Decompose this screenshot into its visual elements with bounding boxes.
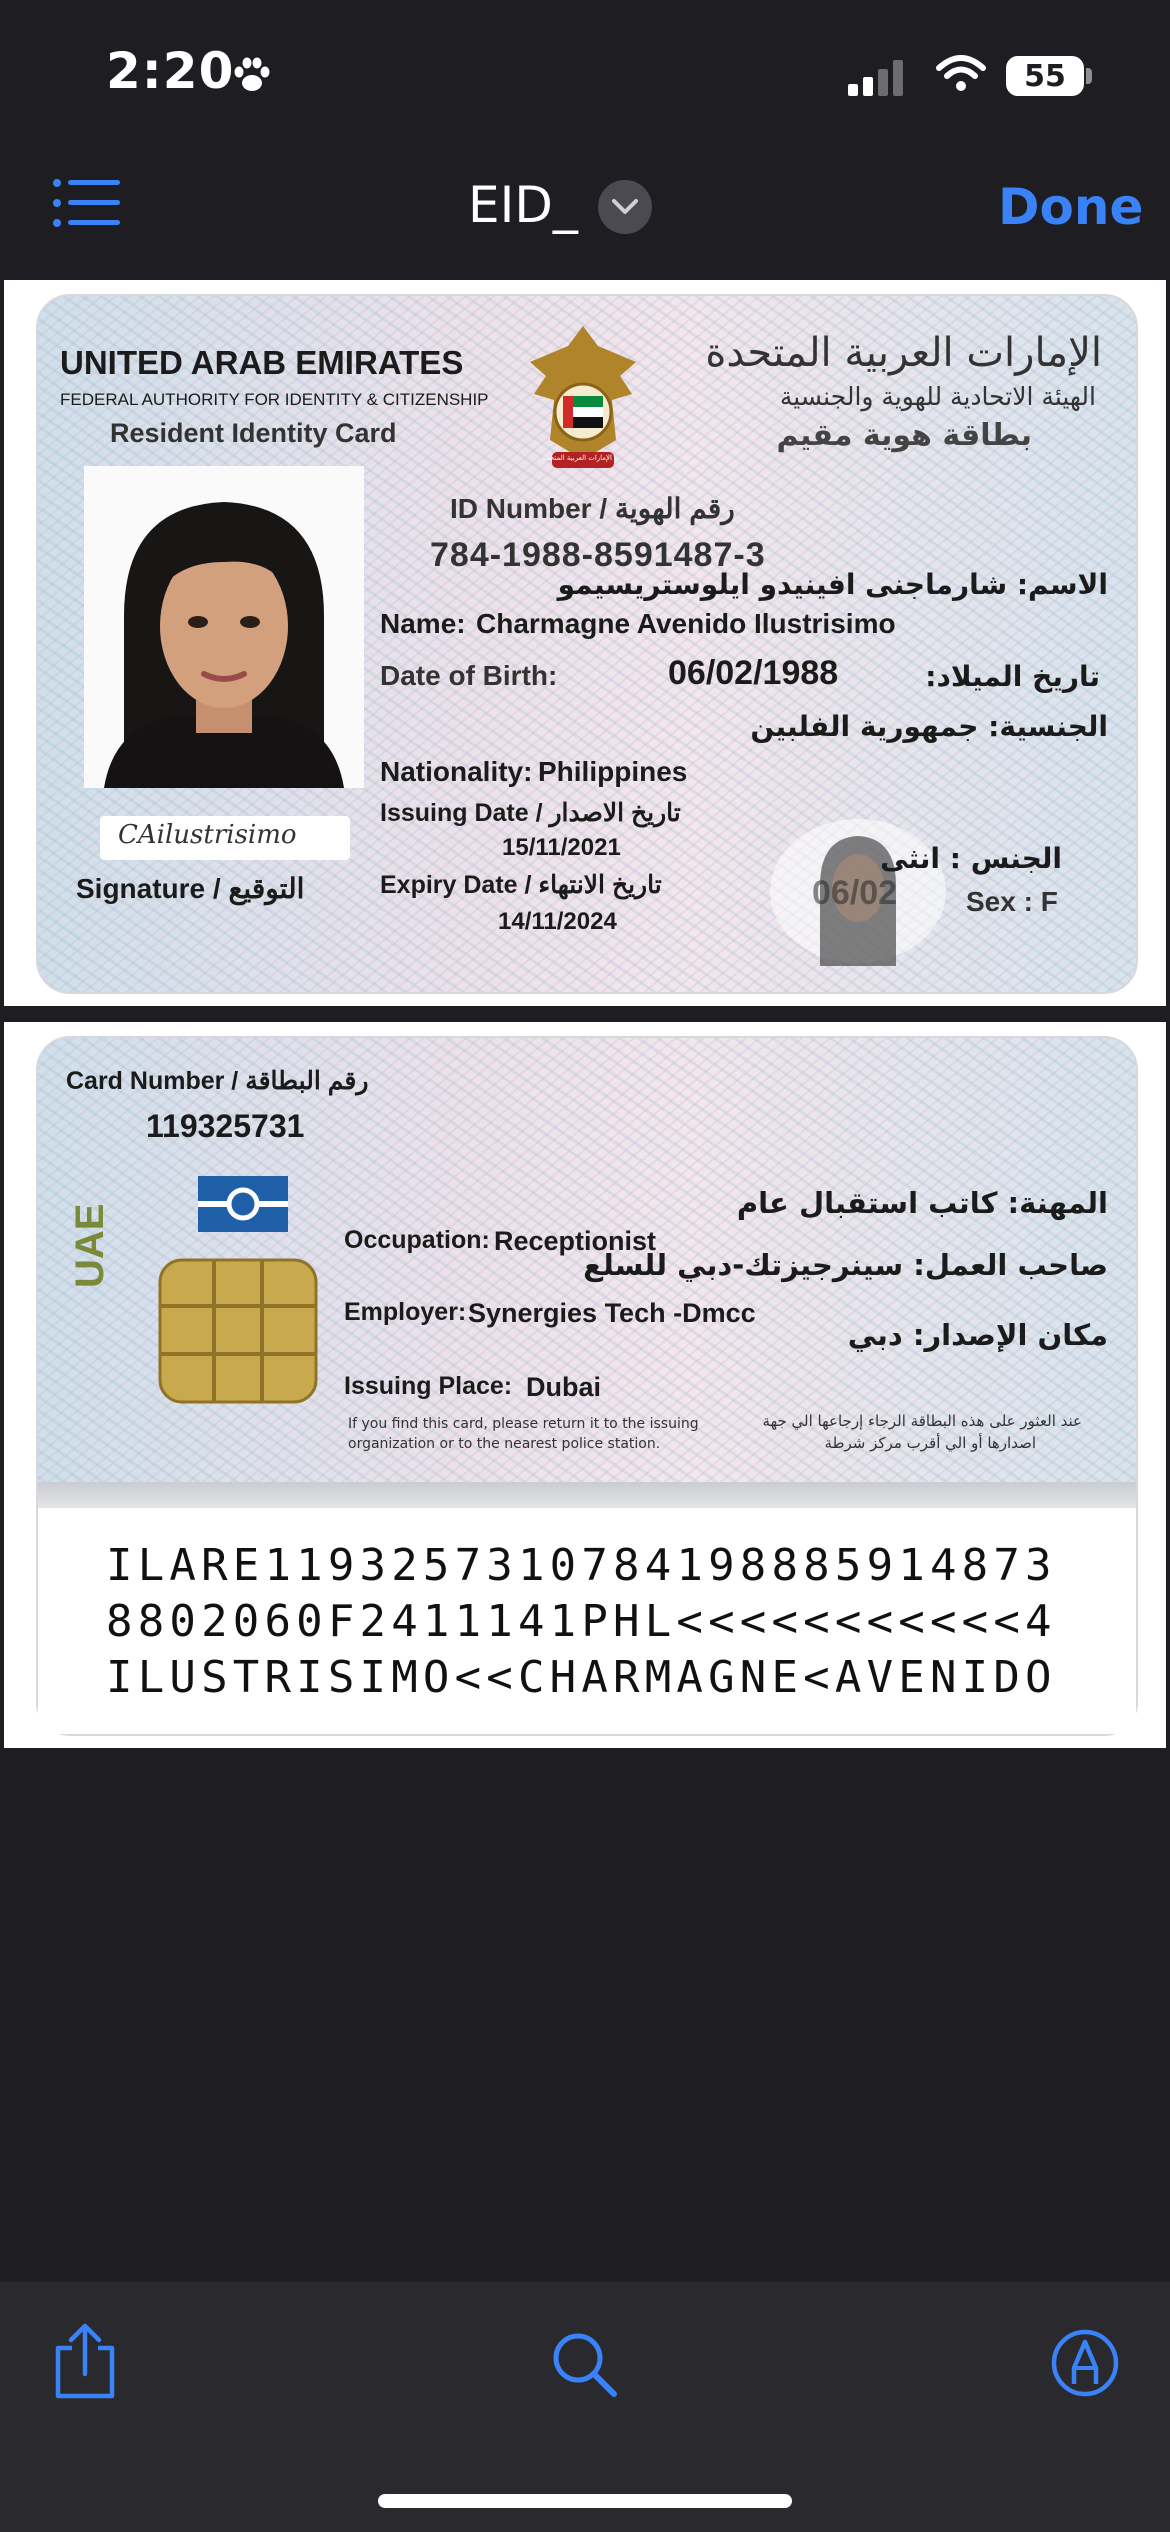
- document-title[interactable]: EID_: [468, 176, 578, 234]
- ghost-photo: [768, 816, 948, 966]
- name-ar: الاسم: شارماجنى افينيدو ايلوستريسيمو: [557, 568, 1108, 601]
- cellular-signal-icon: [848, 60, 908, 96]
- occupation-value: Receptionist: [494, 1226, 657, 1256]
- employer-ar: صاحب العمل: سينرجيزتك-دبي للسلع: [583, 1248, 1108, 1282]
- holder-photo: [84, 466, 364, 788]
- card-type-ar: بطاقة هوية مقيم: [776, 418, 1032, 453]
- card-number-label: Card Number / رقم البطاقة: [66, 1067, 369, 1095]
- country-ar: الإمارات العربية المتحدة: [705, 330, 1102, 376]
- ghost-date: 06/02: [812, 874, 898, 912]
- authority-en: FEDERAL AUTHORITY FOR IDENTITY & CITIZENSHIP: [60, 390, 489, 409]
- mrz-line-2: 8802060F2411141PHL<<<<<<<<<<<4: [106, 1596, 1057, 1647]
- signature-box: [100, 816, 350, 860]
- signature-label: Signature / التوقيع: [76, 873, 305, 904]
- markup-icon[interactable]: [1050, 2328, 1120, 2398]
- dob-value: 06/02/1988: [668, 654, 839, 692]
- notice-en-line-1: If you find this card, please return it to the issuing: [348, 1416, 699, 1432]
- signature-text: CAilustrisimo: [118, 820, 297, 850]
- mrz-zone: [38, 1508, 1136, 1734]
- name-label: Name:: [380, 608, 466, 639]
- country-en: UNITED ARAB EMIRATES: [60, 344, 464, 381]
- dob-label-ar: تاريخ الميلاد:: [925, 660, 1100, 693]
- nationality-label: Nationality:: [380, 756, 533, 787]
- employer-value: Synergies Tech -Dmcc: [468, 1298, 756, 1328]
- id-card-back: [36, 1036, 1138, 1736]
- sex-ar: الجنس : انثى: [880, 842, 1062, 875]
- employer-label: Employer:: [344, 1298, 467, 1326]
- issuing-date-value: 15/11/2021: [502, 834, 621, 861]
- chevron-down-icon[interactable]: [598, 180, 652, 234]
- notice-ar-line-2: اصدارها أو الي أقرب مركز شرطة: [824, 1434, 1036, 1452]
- paw-icon: [232, 56, 272, 94]
- home-indicator: [378, 2494, 792, 2508]
- id-number: 784-1988-8591487-3: [430, 536, 766, 574]
- uae-side-text: UAE: [68, 1203, 112, 1288]
- document-page-1: [4, 280, 1166, 1006]
- share-icon[interactable]: [50, 2322, 120, 2400]
- mrz-line-3: ILUSTRISIMO<<CHARMAGNE<AVENIDO: [106, 1652, 1057, 1703]
- issuing-place-ar: مكان الإصدار: دبي: [847, 1318, 1108, 1352]
- list-icon[interactable]: [52, 178, 122, 228]
- card-number: 119325731: [146, 1108, 305, 1144]
- smart-chip-icon: [158, 1258, 318, 1404]
- search-icon[interactable]: [550, 2330, 620, 2400]
- uae-emblem: [516, 320, 650, 480]
- issuing-date-label: Issuing Date / تاريخ الاصدار: [380, 799, 681, 827]
- document-page-2: [4, 1022, 1166, 1748]
- wifi-icon: [935, 54, 987, 94]
- emblem-caption: الإمارات العربية المتحدة: [542, 454, 612, 462]
- notice-ar-line-1: عند العثور على هذه البطاقة الرجاء إرجاعها الي جهة: [762, 1412, 1082, 1430]
- mrz-divider: [38, 1482, 1136, 1508]
- issuing-place-label: Issuing Place:: [344, 1372, 513, 1400]
- mrz-line-1: ILARE1193257310784198885914873: [106, 1540, 1057, 1591]
- battery-icon: [1006, 56, 1084, 96]
- issuing-place-value: Dubai: [526, 1372, 602, 1402]
- notice-en-line-2: organization or to the nearest police station.: [348, 1436, 661, 1452]
- occupation-ar: المهنة: كاتب استقبال عام: [736, 1186, 1108, 1220]
- dob-label: Date of Birth:: [380, 660, 558, 691]
- expiry-date-label: Expiry Date / تاريخ الانتهاء: [380, 871, 662, 899]
- sex-label: Sex : F: [966, 886, 1058, 917]
- status-time: 2:20: [106, 42, 235, 100]
- name-value: Charmagne Avenido Ilustrisimo: [476, 608, 896, 639]
- battery-level: 55: [1024, 58, 1066, 94]
- contactless-symbol-icon: [198, 1176, 288, 1232]
- authority-ar: الهيئة الاتحادية للهوية والجنسية: [779, 382, 1096, 411]
- id-number-label: ID Number / رقم الهوية: [450, 493, 735, 524]
- nationality-ar: الجنسية: جمهورية الفلبين: [750, 710, 1108, 743]
- expiry-date-value: 14/11/2024: [498, 908, 617, 935]
- battery-nub: [1086, 68, 1092, 84]
- portrait-image: [84, 466, 364, 788]
- id-card-front: [36, 294, 1138, 994]
- done-button[interactable]: Done: [998, 178, 1144, 236]
- nationality-value: Philippines: [538, 756, 688, 787]
- occupation-label: Occupation:: [344, 1226, 490, 1254]
- card-type-en: Resident Identity Card: [110, 418, 397, 448]
